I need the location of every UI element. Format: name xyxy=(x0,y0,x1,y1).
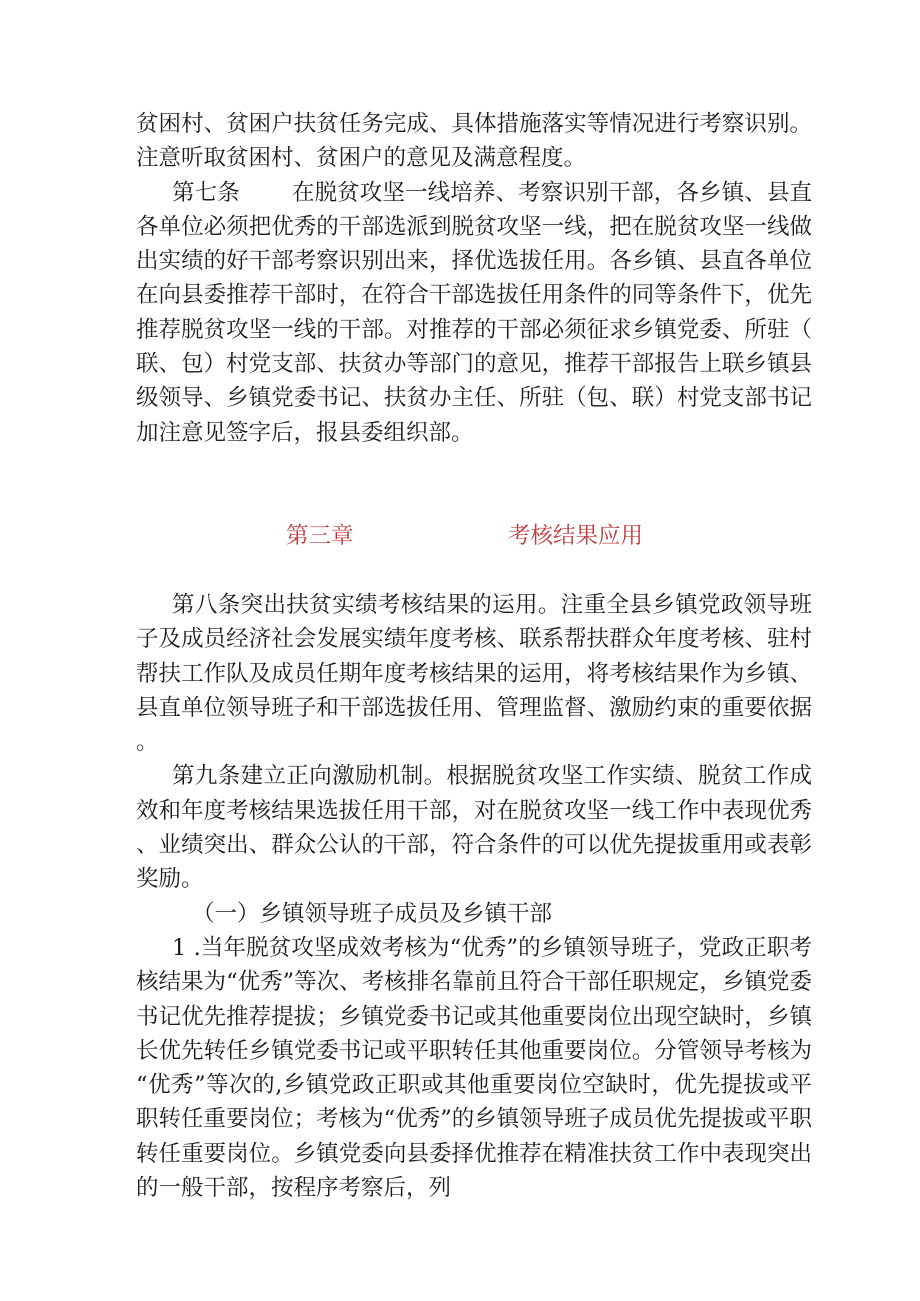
document-page xyxy=(136,107,812,1205)
section-1-heading: （一）乡镇领导班子成员及乡镇干部 xyxy=(192,900,553,927)
article-8: 第八条突出扶贫实绩考核结果的运用。注重全县乡镇党政领导班子及成员经济社会发展实绩年度考核、联系帮扶群众年度考核、驻村帮扶工作队及成员任期年度考核结果的运用，将考核结果作为乡镇、县直单位领导班子和干部选拔任用、管理监督、激励约束的重要依据。 xyxy=(136,591,812,756)
paragraph-continuation: 贫困村、贫困户扶贫任务完成、具体措施落实等情况进行考察识别。注意听取贫困村、贫困户的意见及满意程度。 xyxy=(136,111,812,172)
chapter-heading xyxy=(136,519,812,553)
article-7-text: 在脱贫攻坚一线培养、考察识别干部，各乡镇、县直各单位必须把优秀的干部选派到脱贫攻坚一线，把在脱贫攻坚一线做出实绩的好干部考察识别出来，择优选拔任用。各乡镇、县直各单位在向县委推荐干部时，在符合干部选拔任用条件的同等条件下，优先推荐脱贫攻坚一线的干部。对推荐的干部必须征求乡镇党委、所驻（联、包）村党支部、扶贫办等部门的意见，推荐干部报告上联乡镇县级领导、乡镇党委书记、扶贫办主任、所驻（包、联）村党支部书记加注意见签字后，报县委组织部。 xyxy=(136,179,812,446)
article-7 xyxy=(136,176,812,450)
chapter-number: 第三章 xyxy=(286,522,354,549)
article-9: 第九条建立正向激励机制。根据脱贫攻坚工作实绩、脱贫工作成效和年度考核结果选拔任用干部，对在脱贫攻坚一线工作中表现优秀、业绩突出、群众公认的干部，符合条件的可以优先提拔重用或表彰奖励。 xyxy=(136,763,812,893)
article-7-label: 第七条 xyxy=(172,179,240,206)
spacer-after-chapter xyxy=(136,553,812,588)
chapter-title: 考核结果应用 xyxy=(508,522,644,549)
item-1: 1 .当年脱贫攻坚成效考核为“优秀”的乡镇领导班子，党政正职考核结果为“优秀”等次、考核排名靠前且符合干部任职规定，乡镇党委书记优先推荐提拔；乡镇党委书记或其他重要岗位出现空缺时，乡镇长优先转任乡镇党委书记或平职转任其他重要岗位。分管领导考核为“优秀”等次的,乡镇党政正职或其他重要岗位空缺时，优先提拔或平职转任重要岗位；考核为“优秀”的乡镇领导班子成员优先提拔或平职转任重要岗位。乡镇党委向县委择优推荐在精准扶贫工作中表现突出的一般干部，按程序考察后，列 xyxy=(136,934,812,1202)
spacer-before-chapter xyxy=(136,450,812,519)
